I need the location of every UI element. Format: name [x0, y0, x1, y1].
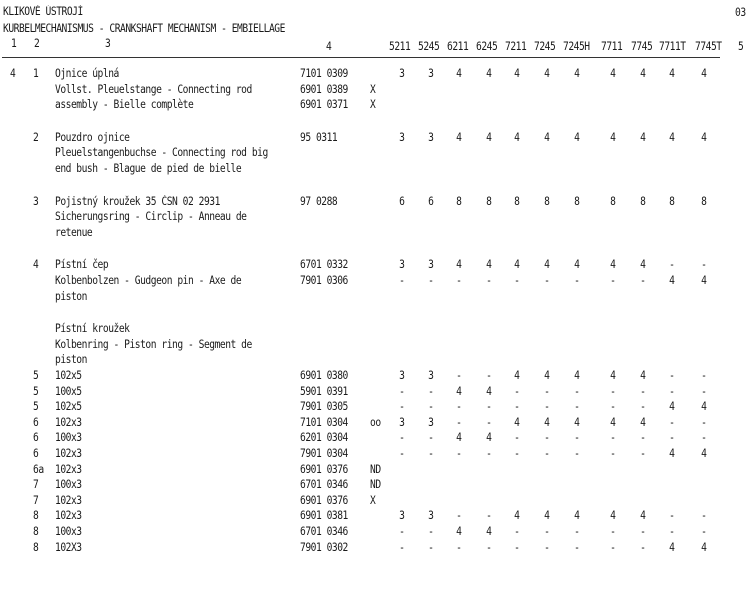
quantity-cell: 4 — [544, 509, 550, 523]
item-description-line: Kolbenring - Piston ring - Segment de — [55, 337, 252, 351]
quantity-cell: - — [701, 509, 707, 523]
quantity-cell: 4 — [486, 431, 492, 445]
quantity-cell: 3 — [428, 369, 434, 382]
ring-size: 102x3 — [55, 509, 82, 523]
quantity-cell: - — [610, 447, 616, 460]
item-description-line: Vollst. Pleuelstange - Connecting rod — [55, 82, 252, 96]
quantity-cell: 3 — [399, 258, 405, 272]
quantity-cell: 4 — [574, 67, 580, 80]
ring-size: 102x3 — [55, 415, 82, 429]
ring-size: 102x5 — [55, 400, 82, 414]
quantity-cell: - — [486, 274, 492, 287]
item-description-line: Pleuelstangenbuchse - Connecting rod big — [55, 146, 268, 160]
quantity-cell: - — [544, 384, 550, 398]
quantity-cell: - — [399, 447, 405, 460]
quantity-cell: - — [486, 447, 492, 460]
quantity-cell: 4 — [669, 447, 675, 460]
quantity-cell: 4 — [610, 258, 616, 272]
quantity-cell: - — [640, 447, 646, 460]
quantity-cell: 4 — [701, 130, 707, 144]
quantity-cell: 4 — [456, 67, 462, 80]
model-column-7245: 7245 — [534, 40, 556, 53]
quantity-cell: 4 — [640, 130, 646, 144]
part-number: 5901 0391 — [300, 384, 348, 398]
quantity-cell: - — [544, 447, 550, 460]
part-number: 6701 0346 — [300, 478, 348, 492]
quantity-cell: 4 — [640, 67, 646, 80]
part-number: 6901 0376 — [300, 493, 348, 507]
part-number: 97 0288 — [300, 194, 338, 208]
quantity-cell: 4 — [610, 130, 616, 144]
part-number: 7901 0306 — [300, 274, 348, 287]
ring-size: 102X3 — [55, 540, 82, 554]
quantity-cell: - — [486, 369, 492, 382]
ring-size: 102x5 — [55, 369, 82, 382]
quantity-cell: - — [514, 431, 520, 445]
position-number: 6 — [33, 431, 39, 445]
quantity-cell: 4 — [574, 369, 580, 382]
part-note: X — [370, 82, 376, 96]
ring-size: 102x3 — [55, 462, 82, 476]
quantity-cell: - — [574, 540, 580, 554]
ring-size: 100x3 — [55, 478, 82, 492]
quantity-cell: - — [399, 540, 405, 554]
model-column-7745T: 7745T — [695, 40, 722, 53]
quantity-cell: 4 — [669, 400, 675, 414]
quantity-cell: 4 — [669, 130, 675, 144]
position-number: 3 — [33, 194, 39, 208]
quantity-cell: - — [640, 384, 646, 398]
item-description-line: end bush - Blague de pied de bielle — [55, 162, 242, 175]
model-column-7245H: 7245H — [563, 40, 590, 53]
part-number: 6901 0380 — [300, 369, 348, 382]
model-column-7745: 7745 — [631, 40, 653, 53]
item-description-line: piston — [55, 289, 87, 303]
quantity-cell: 4 — [669, 540, 675, 554]
quantity-cell: 4 — [610, 369, 616, 382]
part-number: 6701 0346 — [300, 525, 348, 538]
quantity-cell: - — [701, 258, 707, 272]
model-column-5: 5 — [738, 40, 744, 53]
quantity-cell: 8 — [544, 194, 550, 208]
quantity-cell: 4 — [544, 130, 550, 144]
quantity-cell: 4 — [514, 130, 520, 144]
quantity-cell: 4 — [486, 525, 492, 538]
quantity-cell: 8 — [610, 194, 616, 208]
position-number: 2 — [33, 130, 39, 144]
quantity-cell: - — [456, 540, 462, 554]
quantity-cell: - — [669, 525, 675, 538]
quantity-cell: 4 — [514, 369, 520, 382]
quantity-cell: - — [669, 415, 675, 429]
quantity-cell: 4 — [486, 130, 492, 144]
model-column-7711T: 7711T — [659, 40, 686, 53]
quantity-cell: - — [669, 369, 675, 382]
quantity-cell: 3 — [399, 130, 405, 144]
part-number: 7101 0304 — [300, 415, 348, 429]
part-number: 7901 0302 — [300, 540, 348, 554]
quantity-cell: - — [574, 274, 580, 287]
quantity-cell: 4 — [669, 67, 675, 80]
quantity-cell: - — [544, 540, 550, 554]
quantity-cell: - — [574, 431, 580, 445]
part-number: 6201 0304 — [300, 431, 348, 445]
quantity-cell: - — [428, 525, 434, 538]
part-number: 6901 0376 — [300, 462, 348, 476]
quantity-cell: - — [428, 384, 434, 398]
quantity-cell: 4 — [669, 274, 675, 287]
item-description-line: Kolbenbolzen - Gudgeon pin - Axe de — [55, 274, 242, 287]
item-description-line: Sicherungsring - Circlip - Anneau de — [55, 210, 247, 224]
quantity-cell: 3 — [399, 67, 405, 80]
model-column-7711: 7711 — [601, 40, 623, 53]
quantity-cell: 8 — [669, 194, 675, 208]
quantity-cell: 4 — [544, 67, 550, 80]
quantity-cell: - — [514, 540, 520, 554]
quantity-cell: - — [486, 540, 492, 554]
quantity-cell: 4 — [640, 415, 646, 429]
quantity-cell: - — [399, 400, 405, 414]
quantity-cell: 4 — [486, 258, 492, 272]
model-column-5211: 5211 — [389, 40, 411, 53]
quantity-cell: - — [428, 540, 434, 554]
quantity-cell: 4 — [456, 384, 462, 398]
quantity-cell: - — [428, 447, 434, 460]
quantity-cell: - — [640, 274, 646, 287]
part-number: 7901 0304 — [300, 447, 348, 460]
quantity-cell: - — [574, 384, 580, 398]
quantity-cell: 3 — [428, 415, 434, 429]
quantity-cell: 4 — [701, 447, 707, 460]
quantity-cell: 8 — [486, 194, 492, 208]
quantity-cell: - — [486, 509, 492, 523]
quantity-cell: - — [514, 400, 520, 414]
quantity-cell: - — [486, 400, 492, 414]
quantity-cell: 8 — [514, 194, 520, 208]
item-description-line: Pístní kroužek — [55, 322, 130, 336]
quantity-cell: - — [701, 525, 707, 538]
model-column-6211: 6211 — [447, 40, 469, 53]
item-description-line: retenue — [55, 225, 93, 239]
quantity-cell: 4 — [610, 509, 616, 523]
quantity-cell: - — [640, 431, 646, 445]
quantity-cell: - — [574, 400, 580, 414]
model-column-6245: 6245 — [476, 40, 498, 53]
item-description-line: assembly - Bielle complète — [55, 98, 194, 112]
quantity-cell: 8 — [456, 194, 462, 208]
quantity-cell: - — [399, 431, 405, 445]
quantity-cell: 4 — [544, 415, 550, 429]
quantity-cell: - — [640, 525, 646, 538]
part-number: 7101 0309 — [300, 67, 348, 80]
position-number: 6 — [33, 415, 39, 429]
quantity-cell: 4 — [574, 415, 580, 429]
group-number: 4 — [10, 67, 16, 80]
part-note: ND — [370, 462, 381, 476]
position-number: 4 — [33, 258, 39, 272]
quantity-cell: - — [456, 369, 462, 382]
quantity-cell: - — [428, 274, 434, 287]
ring-size: 100x3 — [55, 431, 82, 445]
quantity-cell: 3 — [428, 509, 434, 523]
position-number: 5 — [33, 400, 39, 414]
col-label-position: 2 — [34, 37, 40, 50]
quantity-cell: 4 — [610, 415, 616, 429]
quantity-cell: - — [544, 274, 550, 287]
position-number: 6a — [33, 462, 44, 476]
section-title-multilingual: KURBELMECHANISMUS - CRANKSHAFT MECHANISM - EMBIELLAGE — [3, 22, 285, 35]
quantity-cell: - — [669, 509, 675, 523]
quantity-cell: 6 — [428, 194, 434, 208]
quantity-cell: 4 — [486, 67, 492, 80]
quantity-cell: - — [456, 415, 462, 429]
part-number: 7901 0305 — [300, 400, 348, 414]
quantity-cell: - — [610, 540, 616, 554]
position-number: 5 — [33, 369, 39, 382]
section-title-cz: KLIKOVÉ ÚSTROJÍ — [3, 5, 83, 18]
quantity-cell: - — [399, 384, 405, 398]
quantity-cell: - — [514, 525, 520, 538]
quantity-cell: 4 — [514, 258, 520, 272]
quantity-cell: 4 — [514, 67, 520, 80]
position-number: 7 — [33, 493, 39, 507]
item-description-line: piston — [55, 353, 87, 367]
quantity-cell: - — [610, 400, 616, 414]
quantity-cell: - — [544, 400, 550, 414]
ring-size: 102x3 — [55, 493, 82, 507]
item-description-line: Pouzdro ojnice — [55, 130, 130, 144]
quantity-cell: - — [514, 384, 520, 398]
quantity-cell: 3 — [428, 258, 434, 272]
quantity-cell: - — [669, 384, 675, 398]
quantity-cell: 3 — [399, 415, 405, 429]
quantity-cell: 4 — [574, 130, 580, 144]
quantity-cell: - — [456, 274, 462, 287]
part-note: X — [370, 98, 376, 112]
ring-size: 100x5 — [55, 384, 82, 398]
quantity-cell: - — [514, 274, 520, 287]
quantity-cell: 3 — [428, 67, 434, 80]
quantity-cell: 4 — [574, 258, 580, 272]
page-number: 03 — [735, 6, 746, 19]
quantity-cell: - — [669, 431, 675, 445]
position-number: 1 — [33, 67, 39, 80]
quantity-cell: - — [610, 274, 616, 287]
quantity-cell: - — [574, 447, 580, 460]
quantity-cell: 4 — [640, 509, 646, 523]
part-number: 6901 0389 — [300, 82, 348, 96]
quantity-cell: 4 — [544, 258, 550, 272]
quantity-cell: 4 — [640, 369, 646, 382]
quantity-cell: - — [514, 447, 520, 460]
col-label-group: 1 — [11, 37, 17, 50]
quantity-cell: - — [701, 431, 707, 445]
quantity-cell: 3 — [399, 509, 405, 523]
ring-size: 100x3 — [55, 525, 82, 538]
quantity-cell: - — [701, 384, 707, 398]
quantity-cell: 3 — [399, 369, 405, 382]
quantity-cell: - — [456, 447, 462, 460]
quantity-cell: - — [486, 415, 492, 429]
item-description-line: Ojnice úplná — [55, 67, 119, 80]
quantity-cell: - — [640, 540, 646, 554]
quantity-cell: - — [610, 431, 616, 445]
quantity-cell: - — [544, 431, 550, 445]
ring-size: 102x3 — [55, 447, 82, 460]
quantity-cell: - — [428, 431, 434, 445]
quantity-cell: - — [456, 509, 462, 523]
model-column-5245: 5245 — [418, 40, 440, 53]
position-number: 8 — [33, 525, 39, 538]
part-note: ND — [370, 478, 381, 492]
quantity-cell: 4 — [701, 540, 707, 554]
quantity-cell: 4 — [701, 67, 707, 80]
quantity-cell: - — [669, 258, 675, 272]
quantity-cell: - — [574, 525, 580, 538]
quantity-cell: 4 — [456, 258, 462, 272]
quantity-cell: - — [701, 415, 707, 429]
quantity-cell: 4 — [701, 400, 707, 414]
quantity-cell: 6 — [399, 194, 405, 208]
quantity-cell: 8 — [574, 194, 580, 208]
quantity-cell: 4 — [574, 509, 580, 523]
quantity-cell: 8 — [701, 194, 707, 208]
part-number: 6901 0371 — [300, 98, 348, 112]
position-number: 5 — [33, 384, 39, 398]
quantity-cell: - — [544, 525, 550, 538]
part-number: 6701 0332 — [300, 258, 348, 272]
quantity-cell: 4 — [701, 274, 707, 287]
quantity-cell: - — [701, 369, 707, 382]
quantity-cell: 4 — [514, 509, 520, 523]
col-label-part-number: 4 — [326, 40, 332, 53]
part-number: 6901 0381 — [300, 509, 348, 523]
quantity-cell: - — [456, 400, 462, 414]
quantity-cell: 4 — [640, 258, 646, 272]
quantity-cell: 4 — [610, 67, 616, 80]
col-label-description: 3 — [105, 37, 111, 50]
item-description-line: Pojistný kroužek 35 ČSN 02 2931 — [55, 194, 220, 208]
part-note: oo — [370, 415, 381, 429]
position-number: 8 — [33, 509, 39, 523]
item-description-line: Pístní čep — [55, 258, 109, 272]
quantity-cell: 4 — [544, 369, 550, 382]
quantity-cell: - — [428, 400, 434, 414]
part-note: X — [370, 493, 376, 507]
quantity-cell: 4 — [514, 415, 520, 429]
quantity-cell: - — [610, 384, 616, 398]
quantity-cell: 4 — [486, 384, 492, 398]
quantity-cell: 3 — [428, 130, 434, 144]
position-number: 8 — [33, 540, 39, 554]
part-number: 95 0311 — [300, 130, 338, 144]
quantity-cell: 4 — [456, 525, 462, 538]
position-number: 7 — [33, 478, 39, 492]
model-column-7211: 7211 — [505, 40, 527, 53]
quantity-cell: 4 — [456, 130, 462, 144]
quantity-cell: 8 — [640, 194, 646, 208]
quantity-cell: - — [399, 274, 405, 287]
position-number: 6 — [33, 447, 39, 460]
quantity-cell: - — [399, 525, 405, 538]
quantity-cell: - — [640, 400, 646, 414]
quantity-cell: - — [610, 525, 616, 538]
quantity-cell: 4 — [456, 431, 462, 445]
